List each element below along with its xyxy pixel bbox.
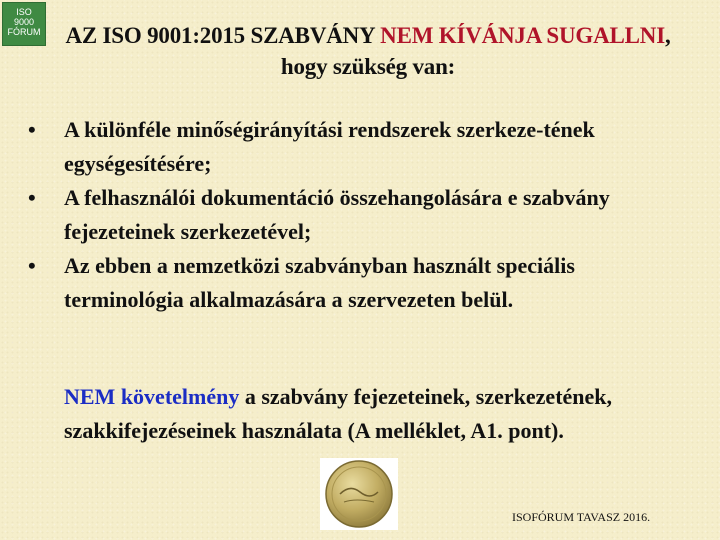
note-emphasis: NEM követelmény (64, 384, 240, 409)
bullet-text: A felhasználói dokumentáció összehangolására e szabvány fejezeteinek szerkezetével; (64, 185, 610, 244)
title-part-3: , hogy szükség van: (280, 23, 671, 79)
title-emphasis: NEM KÍVÁNJA SUGALLNI (380, 23, 665, 48)
bullet-text: Az ebben a nemzetközi szabványban használt speciális terminológia alkalmazására a szervezeten belül. (64, 253, 575, 312)
bullet-dot: • (28, 117, 36, 142)
logo-line-1: ISO (16, 7, 32, 17)
bullet-dot: • (28, 253, 36, 278)
note-text: a szabvány fejezeteinek, szerkezetének, szakkifejezéseinek használata (A melléklet, A1. pont). (64, 384, 613, 443)
medal-icon (320, 458, 398, 530)
bullet-list (28, 113, 698, 317)
slide-title (48, 20, 688, 82)
iso-9000-forum-logo (2, 2, 46, 46)
note-paragraph (64, 380, 664, 448)
logo-line-2: 9000 (13, 17, 35, 27)
bullet-item (28, 113, 698, 181)
gold-medal-image (320, 458, 398, 530)
bullet-text: A különféle minőségirányítási rendszerek szerkeze-tének egységesítésére; (64, 117, 595, 176)
title-part-1: AZ ISO 9001:2015 SZABVÁNY (65, 23, 381, 48)
bullet-dot: • (28, 185, 36, 210)
bullet-item (28, 249, 698, 317)
footer-text: ISOFÓRUM TAVASZ 2016. (512, 510, 651, 524)
bullet-item (28, 181, 698, 249)
logo-line-3: FÓRUM (7, 27, 41, 37)
